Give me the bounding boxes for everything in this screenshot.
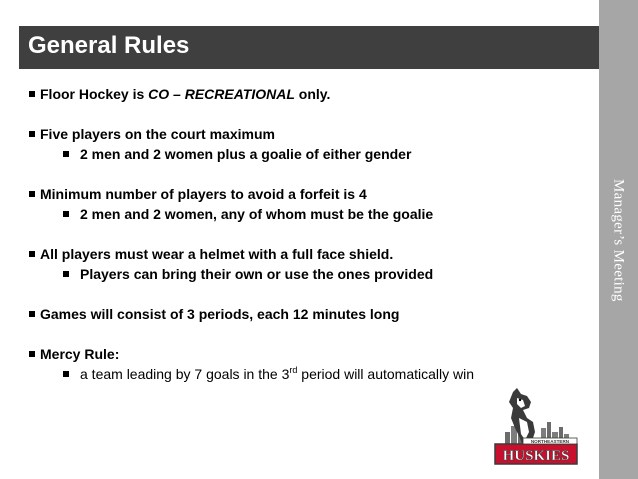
logo-main-text: HUSKIES	[502, 448, 570, 464]
bullet-icon	[29, 251, 35, 257]
rule-text: Minimum number of players to avoid a forfeit is 4	[40, 186, 367, 202]
rule-item-mercy	[26, 346, 596, 366]
bullet-icon	[63, 271, 69, 277]
sub-rule-text: Players can bring their own or use the ones provided	[80, 266, 434, 282]
sidebar-label-container	[600, 150, 636, 330]
sub-rule-text: 2 men and 2 women plus a goalie of either gender	[80, 146, 412, 162]
sub-rule-text-prefix: a team leading by 7 goals in the 3	[80, 366, 290, 382]
rule-text: Games will consist of 3 periods, each 12 minutes long	[40, 306, 400, 322]
bullet-icon	[63, 151, 69, 157]
bullet-icon	[29, 131, 35, 137]
huskies-logo-icon	[493, 388, 579, 466]
sub-rule-item-helmet-source	[26, 266, 596, 286]
rule-item-helmet	[26, 246, 596, 266]
rules-list	[26, 86, 596, 386]
sub-rule-text-suffix: period will automatically win	[297, 366, 475, 382]
logo-top-text: NORTHEASTERN	[530, 439, 570, 444]
bullet-icon	[29, 351, 35, 357]
sub-rule-item-mercy-detail	[26, 366, 596, 386]
spacer	[26, 106, 596, 126]
ordinal-suffix: rd	[289, 365, 298, 375]
bullet-icon	[29, 311, 35, 317]
spacer	[26, 226, 596, 246]
rule-item-forfeit	[26, 186, 596, 206]
slide-title: General Rules	[28, 32, 190, 59]
bullet-icon	[29, 91, 35, 97]
spacer	[26, 166, 596, 186]
rule-text: Mercy Rule:	[40, 346, 120, 362]
spacer	[26, 326, 596, 346]
sidebar-label: Manager’s Meeting	[610, 178, 627, 302]
rule-text-emphasis: CO – RECREATIONAL	[148, 86, 295, 102]
rule-text-suffix: only.	[294, 86, 331, 102]
sub-rule-text: 2 men and 2 women, any of whom must be the goalie	[80, 206, 434, 222]
title-bar	[19, 26, 638, 69]
spacer	[26, 286, 596, 306]
sub-rule-item-gender	[26, 146, 596, 166]
sub-rule-item-goalie	[26, 206, 596, 226]
bullet-icon	[63, 211, 69, 217]
bullet-icon	[63, 371, 69, 377]
bullet-icon	[29, 191, 35, 197]
rule-text-prefix: Floor Hockey is	[40, 86, 149, 102]
rule-text: All players must wear a helmet with a full face shield.	[40, 246, 394, 262]
rule-item-periods	[26, 306, 596, 326]
rule-item-players-max	[26, 126, 596, 146]
rule-text: Five players on the court maximum	[40, 126, 275, 142]
rule-item-floor-hockey	[26, 86, 596, 106]
